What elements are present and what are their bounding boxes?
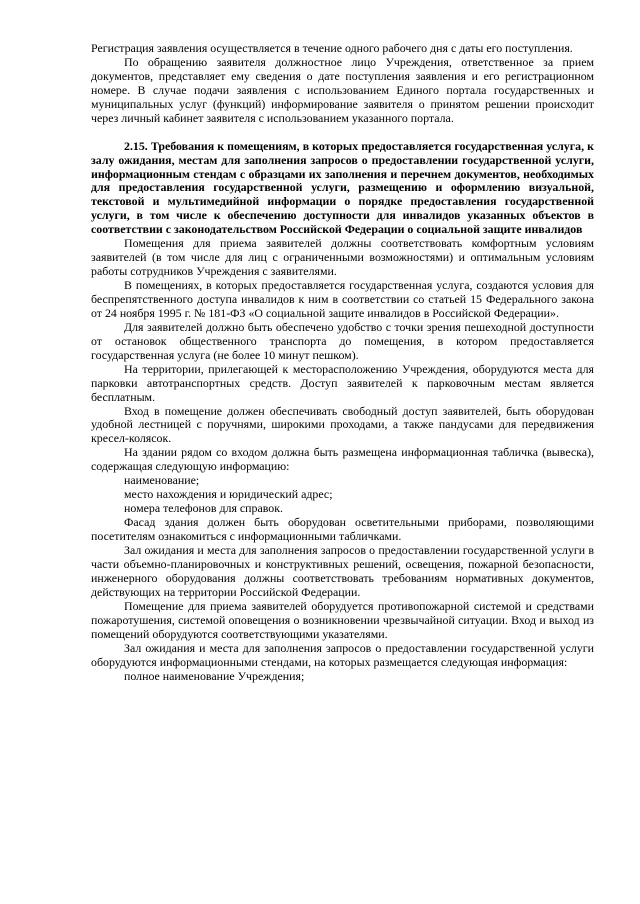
paragraph-fire-safety: Помещение для приема заявителей оборудуется противопожарной системой и средствами пожаротушения, системой оповещения о возникновении чрезвычайной ситуации. Вход и выход из помещений оборудуются соответствующими указателями.	[91, 598, 594, 641]
paragraph-facade: Фасад здания должен быть оборудован осветительными приборами, позволяющими посетителям ознакомиться с информационными табличками.	[91, 515, 594, 544]
paragraph-info-stands: Зал ожидания и места для заполнения запросов о предоставлении государственной услуги оборудуются информационными стендами, на которых размещается следующая информация:	[91, 640, 594, 669]
paragraph-registration-info: По обращению заявителя должностное лицо Учреждения, ответственное за прием документов, представляет ему сведения о дате поступления заявления и его регистрационном номере. В случае подачи заявления с использованием Единого портала государственных и муниципальных услуг (функций) информирование заявителя о принятом решении происходит через личный кабинет заявителя с использованием указанного портала.	[91, 54, 594, 125]
list-item-phones: номера телефонов для справок.	[124, 501, 283, 516]
list-item-address: место нахождения и юридический адрес;	[124, 487, 333, 502]
list-item-name: наименование;	[124, 473, 200, 488]
list-item-full-name: полное наименование Учреждения;	[124, 668, 305, 683]
document-page	[91, 42, 594, 684]
paragraph-parking: На территории, прилегающей к месторасположению Учреждения, оборудуются места для парковки автотранспортных средств. Доступ заявителей к парковочным местам является бесплатным.	[91, 361, 594, 404]
section-heading-2-15: 2.15. Требования к помещениям, в которых предоставляется государственная услуга, к залу ожидания, местам для заполнения запросов о предоставлении государственной услуги, информационным стендам с образцами их заполнения и перечнем документов, необходимых для предоставления государственной услуги, размещению и оформлению визуальной, текстовой и мультимедийной информации о порядке предоставления государственной услуги, в том числе к обеспечению доступности для инвалидов указанных объектов в соответствии с законодательством Российской Федерации о социальной защите инвалидов	[91, 138, 594, 237]
paragraph-registration-period: Регистрация заявления осуществляется в течение одного рабочего дня с даты его поступления.	[91, 41, 573, 55]
paragraph-disabled-access: В помещениях, в которых предоставляется государственная услуга, создаются условия для беспрепятственного доступа инвалидов к ним в соответствии со статьей 15 Федерального закона от 24 ноября 1995 г. № 181-ФЗ «О социальной защите инвалидов в Российской Федерации».	[91, 277, 594, 320]
paragraph-waiting-hall: Зал ожидания и места для заполнения запросов о предоставлении государственной услуги в части объемно-планировочных и конструктивных решений, освещения, пожарной безопасности, инженерного оборудования должны соответствовать требованиям нормативных документов, действующих на территории Российской Федерации.	[91, 543, 594, 599]
paragraph-pedestrian-access: Для заявителей должно быть обеспечено удобство с точки зрения пешеходной доступности от остановок общественного транспорта до помещения, в котором предоставляется государственная услуга (не более 10 минут пешком).	[91, 319, 594, 362]
paragraph-entrance: Вход в помещение должен обеспечивать свободный доступ заявителей, быть оборудован удобной лестницей с поручнями, широкими проходами, а также пандусами для передвижения кресел-колясок.	[91, 403, 594, 446]
paragraph-signboard: На здании рядом со входом должна быть размещена информационная табличка (вывеска), содержащая следующую информацию:	[91, 445, 594, 474]
paragraph-premises-comfort: Помещения для приема заявителей должны соответствовать комфортным условиям заявителей (в том числе для лиц с ограниченными возможностями) и оптимальным условиям работы сотрудников Учреждения с заявителями.	[91, 236, 594, 278]
